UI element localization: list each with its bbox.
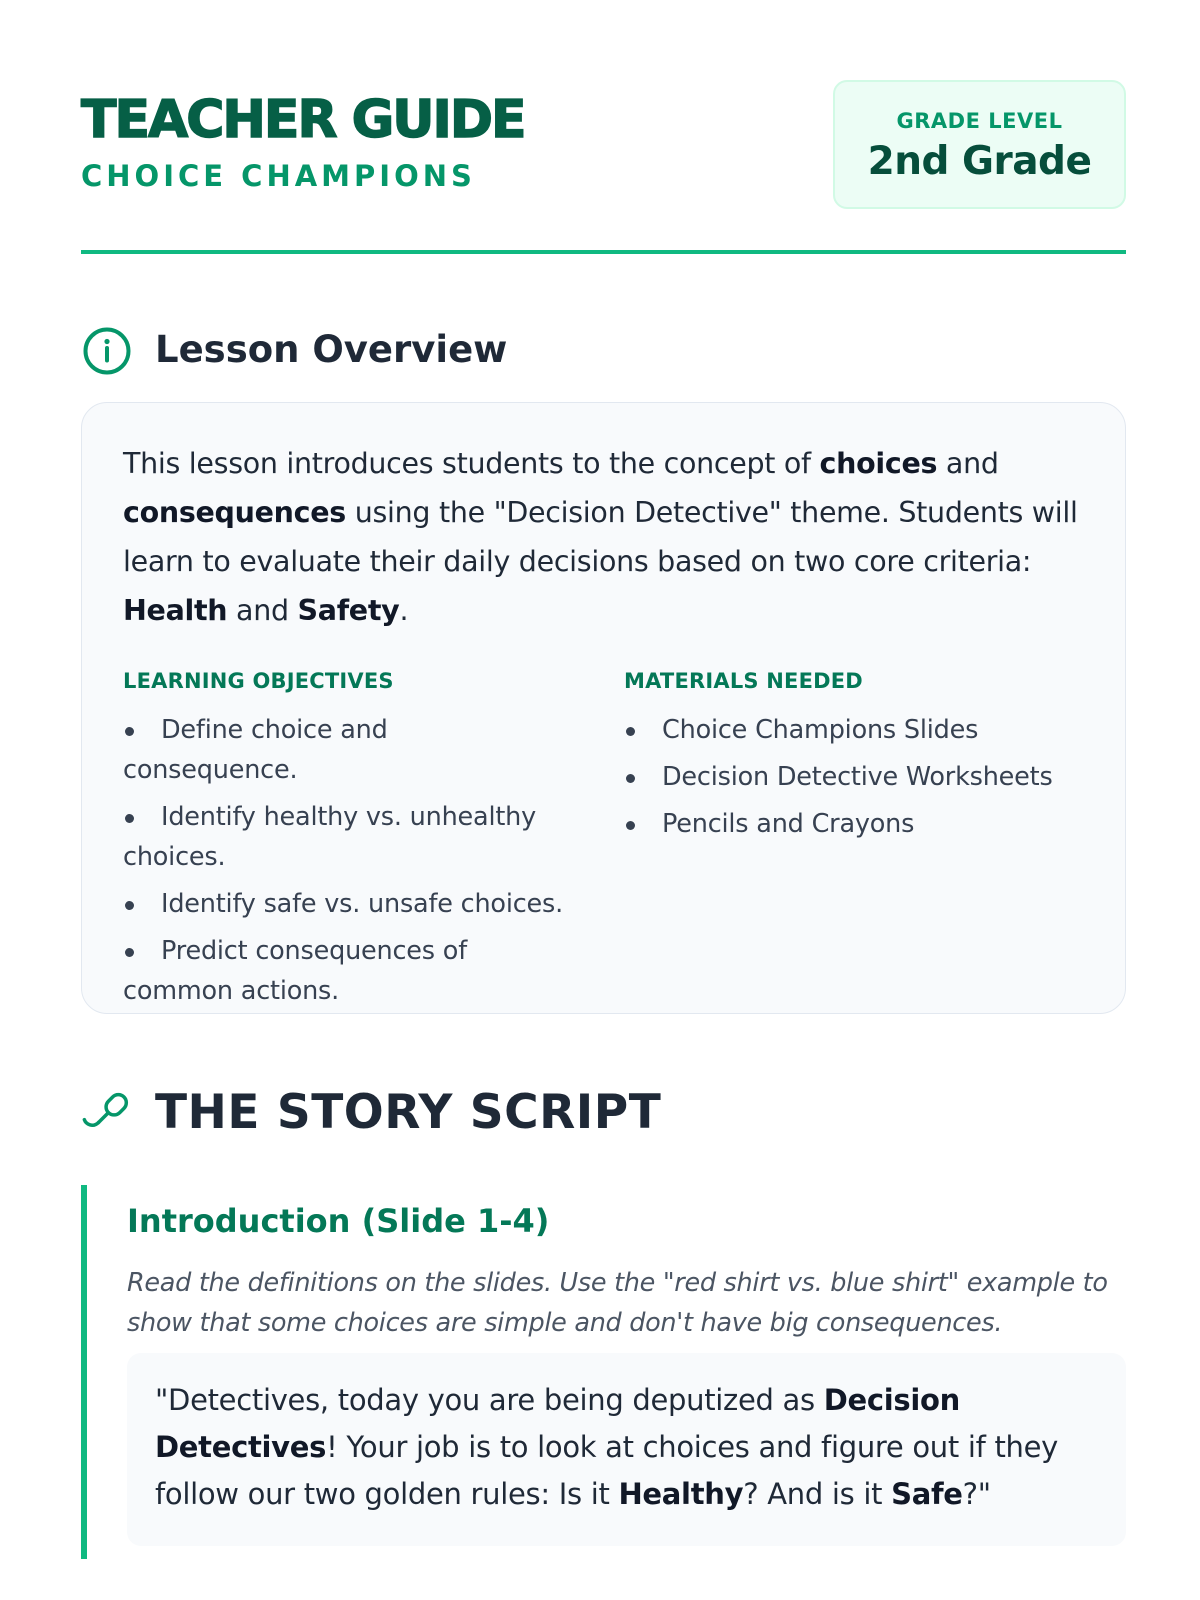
list-item: Choice Champions Slides [624,710,1094,750]
info-circle-icon [81,325,133,377]
grade-level-label: GRADE LEVEL [896,109,1063,133]
grade-level-value: 2nd Grade [867,139,1092,184]
microphone-icon [81,1088,133,1140]
keyword: Health [123,594,228,627]
learning-objectives-heading: LEARNING OBJECTIVES [123,669,394,693]
lesson-subtitle: CHOICE CHAMPIONS [81,159,476,193]
list-item: Predict consequences of common actions. [123,931,568,1011]
accent-bar [81,1185,87,1559]
lesson-overview-heading [81,320,1126,380]
page-title: TEACHER GUIDE [81,90,525,150]
teacher-note: Read the definitions on the slides. Use the "red shirt vs. blue shirt" example to show that some choices are simple and don't have big consequences. [127,1268,1108,1338]
script-section-title: Introduction (Slide 1-4) [127,1202,550,1240]
keyword: consequences [123,496,346,529]
lesson-overview-card [81,402,1126,1014]
grade-level-badge [833,80,1126,209]
script-quote-box [127,1353,1126,1546]
header-divider [81,250,1126,254]
story-script-section [81,1185,1126,1559]
materials-list [624,710,1094,844]
section-title: THE STORY SCRIPT [155,1085,662,1140]
script-quote: "Detectives, today you are being deputized as Decision Detectives! Your job is to look at choices and figure out if they follow our two golden rules: Is it Healthy? And is it Safe?" [155,1383,1059,1511]
list-item: Identify safe vs. unsafe choices. [123,884,568,924]
learning-objectives-list [123,710,568,1011]
keyword: choices [819,447,938,480]
keyword: Decision Detectives [155,1383,960,1464]
overview-intro-text: This lesson introduces students to the concept of choices and consequences using the "Decision Detective" theme. Students will learn to evaluate their daily decisions based on two core criteria: Health and Safety. [123,447,1078,627]
learning-objectives [123,671,568,1018]
teacher-guide-page [81,0,1126,1600]
list-item: Decision Detective Worksheets [624,757,1094,797]
keyword: Safe [891,1477,963,1511]
list-item: Define choice and consequence. [123,710,568,790]
list-item: Identify healthy vs. unhealthy choices. [123,797,568,877]
materials-needed-heading: MATERIALS NEEDED [624,669,863,693]
list-item: Pencils and Crayons [624,804,1094,844]
materials-needed [624,671,1094,851]
section-title: Lesson Overview [155,328,508,371]
guide-header [81,80,1126,255]
story-script-heading [81,1083,1126,1143]
keyword: Healthy [618,1477,744,1511]
keyword: Safety [297,594,400,627]
